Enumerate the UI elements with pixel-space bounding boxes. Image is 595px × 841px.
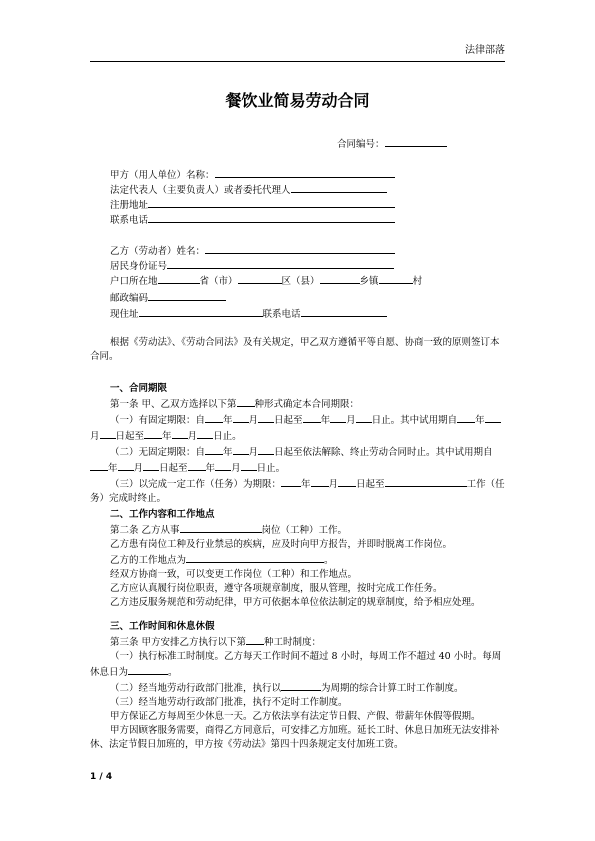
document-title: 餐饮业简易劳动合同 — [225, 91, 370, 110]
party-a-address-label: 注册地址 — [110, 200, 149, 211]
section3-p2: 甲方因顾客服务需要，商得乙方同意后，可安排乙方加班。延长工时、休息日加班无法安排补休、法定节假日加班的，甲方按《劳动法》第四十四条规定支付加班工资。 — [90, 725, 500, 750]
party-b-id — [110, 258, 394, 274]
intro-text: 根据《劳动法》、《劳动合同法》及有关规定，甲乙双方遵循平等自愿、协商一致的原则签订本合同。 — [90, 337, 500, 362]
header-text: 法律部落 — [465, 45, 505, 56]
clause2: 第二条 乙方从事 岗位（工种）工作。 — [90, 522, 507, 538]
party-b-name-blank — [205, 243, 395, 254]
party-b-id-label: 居民身份证号 — [110, 261, 168, 272]
section2-p3: 经双方协商一致，可以变更工作岗位（工种）和工作地点。 — [110, 569, 358, 580]
section3-heading: 三、工作时间和休息休假 — [110, 621, 215, 632]
party-a-phone-label: 联系电话 — [110, 215, 149, 226]
party-b-residence — [110, 306, 387, 322]
header-rule — [90, 61, 505, 62]
party-b-hukou — [110, 273, 422, 289]
contract-number-label: 合同编号： — [337, 139, 385, 150]
party-a-name — [110, 167, 395, 183]
party-b-id-blank — [167, 258, 394, 269]
section3-p1: 甲方保证乙方每周至少休息一天。乙方依法享有法定节日假、产假、带薪年休假等假期。 — [110, 711, 481, 722]
section2-heading: 二、工作内容和工作地点 — [110, 509, 215, 520]
section2-p1: 乙方患有岗位工种及行业禁忌的疾病，应及时向甲方报告，并即时脱离工作岗位。 — [110, 539, 453, 550]
party-b-name-label: 乙方（劳动者）姓名： — [110, 246, 206, 257]
page-number: 1 / 4 — [90, 772, 113, 782]
section2-p4: 乙方应认真履行岗位职责，遵守各项规章制度，服从管理，按时完成工作任务。 — [110, 583, 443, 594]
township-blank — [320, 273, 360, 284]
party-b-residence-label: 现住址 — [110, 309, 139, 320]
clause1-item2: （二）无固定期限：自 年 月 日起至依法解除、终止劳动合同时止。其中试用期自年 月 日起至 年 月 日止。 — [90, 444, 507, 476]
clause3-item3: （三）经当地劳动行政部门批准，执行不定时工作制度。 — [110, 697, 348, 708]
clause3: 第三条 甲方安排乙方执行以下第 种工时制度： — [90, 634, 507, 650]
village-blank — [379, 273, 413, 284]
section2-p2: 乙方的工作地点为 。 — [90, 552, 507, 568]
party-b-postcode — [110, 290, 226, 306]
section2-p5: 乙方违反服务规范和劳动纪律，甲方可依据本单位依法制定的规章制度，给予相应处理。 — [110, 597, 481, 608]
party-b-phone-blank — [301, 306, 387, 317]
party-a-phone — [110, 212, 395, 228]
party-b-postcode-label: 邮政编码 — [110, 293, 149, 304]
party-a-representative — [110, 182, 387, 198]
party-a-address-blank — [148, 197, 395, 208]
party-a-address — [110, 197, 395, 213]
township-label: 乡镇 — [359, 276, 379, 287]
party-a-phone-blank — [148, 212, 395, 223]
party-b-phone-label: 联系电话 — [262, 309, 301, 320]
section-work-hours — [90, 620, 507, 752]
party-b-residence-blank — [139, 306, 263, 317]
party-a-rep-blank — [291, 182, 387, 193]
clause1-item3: （三）以完成一定工作（任务）为期限： 年 月 日起至 工作（任务）完成时终止。 — [90, 476, 507, 506]
section-work-content — [90, 508, 507, 610]
clause3-item1: （一）执行标准工时制度。乙方每天工作时间不超过 8 小时，每周工作不超过 40 小时。每周休息日为 。 — [90, 651, 502, 678]
clause1: 第一条 甲、乙双方选择以下第 种形式确定本合同期限： — [90, 396, 507, 412]
province-blank — [158, 273, 200, 284]
party-a-rep-label: 法定代表人（主要负责人）或者委托代理人 — [110, 185, 291, 196]
intro-paragraph — [90, 336, 507, 364]
section1-heading: 一、合同期限 — [110, 383, 168, 394]
party-a-name-blank — [215, 167, 395, 178]
province-label: 省（市） — [199, 276, 238, 287]
contract-number — [337, 136, 447, 152]
section-contract-term — [90, 382, 507, 506]
party-b-postcode-blank — [148, 290, 226, 301]
district-label: 区（县） — [281, 276, 320, 287]
party-a-name-label: 甲方（用人单位）名称： — [110, 170, 215, 181]
district-blank — [238, 273, 282, 284]
clause3-item2: （二）经当地劳动行政部门批准，执行以 为周期的综合计算工时工作制度。 — [90, 680, 507, 696]
village-label: 村 — [412, 276, 423, 287]
contract-number-blank — [385, 136, 447, 147]
party-b-name — [110, 243, 395, 259]
hukou-label: 户口所在地 — [110, 276, 158, 287]
clause1-item1: （一）有固定期限：自 年 月 日起至 年 月 日止。其中试用期自 年月 日起至 年 月 日止。 — [90, 412, 507, 444]
